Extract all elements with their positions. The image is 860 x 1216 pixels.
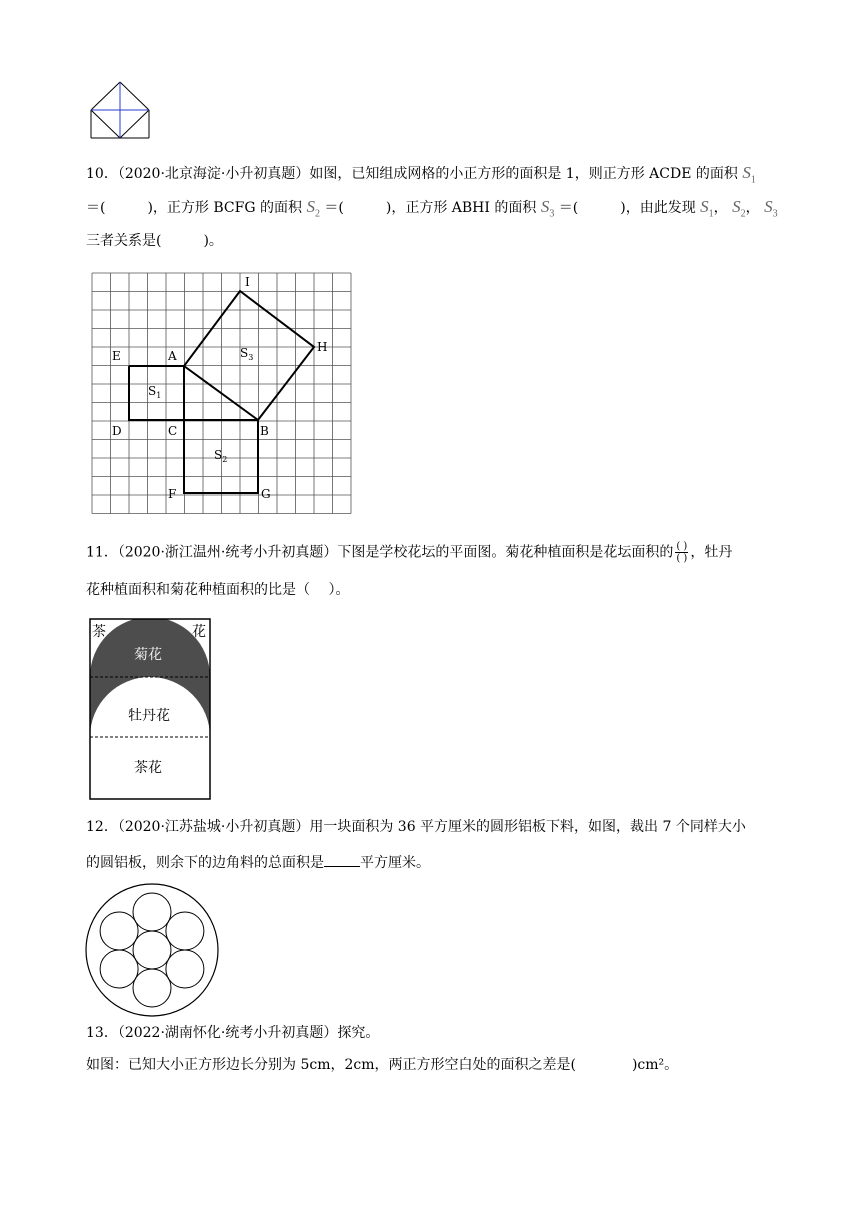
q12-text-2b: 平方厘米。 xyxy=(360,855,430,871)
q12-line2 xyxy=(86,852,430,873)
label-s2: $S_2$ xyxy=(214,448,228,464)
q10-text-1: 10．（2020·北京海淀·小升初真题）如图，已知组成网格的小正方形的面积是 1，则正方形 ACDE 的面积 xyxy=(86,166,738,182)
s1-symbol: $S_1$ xyxy=(742,163,756,186)
q10-text-2b: ＝( )，正方形 ABHI 的面积 xyxy=(324,200,537,216)
q10-line3 xyxy=(86,231,223,251)
label-h: H xyxy=(317,340,328,354)
label-d: D xyxy=(112,424,122,438)
q12-text-1: 12．（2020·江苏盐城·小升初真题）用一块面积为 36 平方厘米的圆形铝板下料，如图，裁出 7 个同样大小 xyxy=(86,819,746,835)
q11-line2 xyxy=(86,580,349,600)
label-g: G xyxy=(261,487,271,501)
label-s1: $S_1$ xyxy=(148,384,162,400)
q10-text-2c: ＝( )，由此发现 xyxy=(558,200,696,216)
label-a: A xyxy=(168,349,177,363)
q12-answer-blank[interactable] xyxy=(324,852,360,867)
label-c: C xyxy=(168,424,178,438)
s2-symbol-2: $S_2$ xyxy=(732,197,746,220)
label-b: B xyxy=(260,424,269,438)
flower-bed-figure xyxy=(88,617,214,801)
q13-text-2: 如图：已知大小正方形边长分别为 5cm，2cm，两正方形空白处的面积之差是( )cm²。 xyxy=(86,1057,679,1073)
q13-line1 xyxy=(86,1023,379,1043)
q12-line1 xyxy=(86,817,746,837)
label-i: I xyxy=(245,275,250,289)
q11-line1 xyxy=(86,541,732,564)
label-s3: $S_3$ xyxy=(240,346,254,362)
q10-text-3: 三者关系是( )。 xyxy=(86,233,223,249)
q12-text-2a: 的圆铝板，则余下的边角料的总面积是 xyxy=(86,855,324,871)
q10-line1 xyxy=(86,163,756,190)
label-camellia: 茶花 xyxy=(134,760,162,776)
circles-figure xyxy=(82,880,222,1020)
grid-figure xyxy=(88,270,354,515)
label-chrysanthemum: 菊花 xyxy=(134,647,162,663)
q11-text-2: 花种植面积和菊花种植面积的比是（ ）。 xyxy=(86,582,350,598)
s3-symbol: $S_3$ xyxy=(540,197,555,220)
label-flower-right: 花 xyxy=(192,624,206,640)
q11-text-1a: 11．（2020·浙江温州·统考小升初真题）下图是学校花坛的平面图。菊花种植面积是花坛面积的 xyxy=(86,544,674,561)
q10-text-2a: ＝( )，正方形 BCFG 的面积 xyxy=(86,200,302,216)
q10-line2: ＝( )，正方形 BCFG 的面积 $S_2$ ＝( )，正方形 ABHI 的面积 $S_3$ ＝( )，由此发现 $S_1$， $S_2$， $S_3$ xyxy=(86,197,778,220)
label-f: F xyxy=(168,487,177,501)
label-e: E xyxy=(112,349,121,363)
q11-text-1b: ，牡丹 xyxy=(690,544,733,561)
q11-fraction: $\frac{( )}{( )}$ xyxy=(676,541,688,564)
label-peony: 牡丹花 xyxy=(128,708,170,724)
s3-symbol-2: $S_3$ xyxy=(764,197,778,220)
q13-line2 xyxy=(86,1055,678,1075)
s2-symbol: $S_2$ xyxy=(306,197,320,220)
square-diagonal-figure xyxy=(86,80,154,142)
s1-symbol-2: $S_1$ xyxy=(700,197,714,220)
q13-text-1: 13．（2022·湖南怀化·统考小升初真题）探究。 xyxy=(86,1025,380,1041)
label-tea-left: 茶 xyxy=(92,624,106,640)
